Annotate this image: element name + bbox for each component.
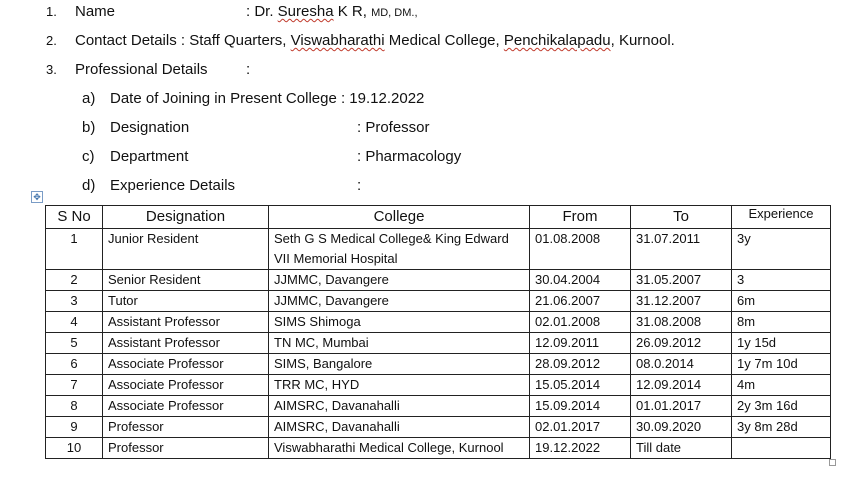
cell-experience: 3 [732, 270, 831, 291]
table-row [46, 354, 831, 375]
cell-college: AIMSRC, Davanahalli [269, 417, 530, 438]
header-from: From [530, 206, 631, 229]
cell-college-text: Seth G S Medical College& King Edward VII Memorial Hospital [274, 231, 509, 266]
cell-experience: 2y 3m 16d [732, 396, 831, 417]
table-row [46, 438, 831, 459]
cell-designation: Junior Resident [103, 229, 269, 270]
cell-college [269, 229, 530, 270]
table-row [46, 417, 831, 438]
cell-designation: Senior Resident [103, 270, 269, 291]
cell-from: 01.08.2008 [530, 229, 631, 270]
cell-designation: Professor [103, 438, 269, 459]
cell-college: JJMMC, Davangere [269, 291, 530, 312]
table-resize-handle[interactable] [829, 459, 836, 466]
cell-experience: 3y 8m 28d [732, 417, 831, 438]
table-row [46, 270, 831, 291]
cell-to: 31.12.2007 [631, 291, 732, 312]
table-move-handle-icon[interactable]: ✥ [31, 191, 43, 203]
contact-details: Contact Details : Staff Quarters, Viswabharathi Medical College, Penchikalapadu, Kurnool. [75, 32, 675, 49]
cell-to: 30.09.2020 [631, 417, 732, 438]
cell-designation: Assistant Professor [103, 333, 269, 354]
cell-from: 02.01.2008 [530, 312, 631, 333]
professional-details-colon: : [246, 61, 251, 78]
cell-experience: 1y 15d [732, 333, 831, 354]
cell-sno: 10 [46, 438, 103, 459]
table-header-row [46, 206, 831, 229]
cell-sno: 2 [46, 270, 103, 291]
cell-sno: 1 [46, 229, 103, 270]
item-number-3: 3. [46, 62, 57, 77]
cell-from: 15.05.2014 [530, 375, 631, 396]
name-value: : Dr. Suresha K R, MD, DM., [246, 3, 418, 20]
table-row [46, 229, 831, 270]
header-college: College [269, 206, 530, 229]
cell-to: 31.07.2011 [631, 229, 732, 270]
header-experience: Experience [732, 206, 831, 229]
cell-college: TN MC, Mumbai [269, 333, 530, 354]
experience-details-label: Experience Details [110, 177, 236, 194]
sub-item-letter-d: d) [82, 177, 96, 194]
cell-to: 26.09.2012 [631, 333, 732, 354]
cell-to: 31.05.2007 [631, 270, 732, 291]
cell-from: 21.06.2007 [530, 291, 631, 312]
header-designation: Designation [103, 206, 269, 229]
header-sno: S No [46, 206, 103, 229]
cell-sno: 8 [46, 396, 103, 417]
sub-item-letter-c: c) [82, 148, 95, 165]
department-value: : Pharmacology [357, 148, 462, 165]
cell-from: 15.09.2014 [530, 396, 631, 417]
cell-from: 12.09.2011 [530, 333, 631, 354]
cell-college: AIMSRC, Davanahalli [269, 396, 530, 417]
cell-college: SIMS Shimoga [269, 312, 530, 333]
cell-to: 08.0.2014 [631, 354, 732, 375]
cell-designation: Associate Professor [103, 396, 269, 417]
table-row [46, 375, 831, 396]
designation-value: : Professor [357, 119, 430, 136]
cell-experience: 1y 7m 10d [732, 354, 831, 375]
cell-to: 12.09.2014 [631, 375, 732, 396]
professional-details-label: Professional Details [75, 61, 208, 78]
cell-designation: Professor [103, 417, 269, 438]
date-of-joining: Date of Joining in Present College : 19.12.2022 [110, 90, 425, 107]
cell-sno: 4 [46, 312, 103, 333]
cell-from: 30.04.2004 [530, 270, 631, 291]
department-label: Department [110, 148, 189, 165]
experience-details-colon: : [357, 177, 362, 194]
cell-designation: Associate Professor [103, 354, 269, 375]
cell-sno: 7 [46, 375, 103, 396]
cell-to: 01.01.2017 [631, 396, 732, 417]
table-row [46, 312, 831, 333]
cell-sno: 5 [46, 333, 103, 354]
cell-experience: 8m [732, 312, 831, 333]
cell-college: Viswabharathi Medical College, Kurnool [269, 438, 530, 459]
cell-experience: 3y [732, 229, 831, 270]
cell-experience: 4m [732, 375, 831, 396]
item-number-2: 2. [46, 33, 57, 48]
cell-sno: 3 [46, 291, 103, 312]
cell-to: 31.08.2008 [631, 312, 732, 333]
cell-designation: Associate Professor [103, 375, 269, 396]
cell-designation: Assistant Professor [103, 312, 269, 333]
cell-experience [732, 438, 831, 459]
designation-label: Designation [110, 119, 190, 136]
name-label: Name [75, 3, 116, 20]
sub-item-letter-b: b) [82, 119, 96, 136]
sub-item-letter-a: a) [82, 90, 96, 107]
table-row [46, 396, 831, 417]
item-number-1: 1. [46, 4, 57, 19]
cell-sno: 9 [46, 417, 103, 438]
experience-table [45, 205, 831, 459]
header-to: To [631, 206, 732, 229]
cell-from: 28.09.2012 [530, 354, 631, 375]
table-row [46, 333, 831, 354]
cell-college: SIMS, Bangalore [269, 354, 530, 375]
cell-sno: 6 [46, 354, 103, 375]
cell-designation: Tutor [103, 291, 269, 312]
cell-from: 02.01.2017 [530, 417, 631, 438]
table-row [46, 291, 831, 312]
cell-from: 19.12.2022 [530, 438, 631, 459]
cell-college: JJMMC, Davangere [269, 270, 530, 291]
cell-to: Till date [631, 438, 732, 459]
cell-college: TRR MC, HYD [269, 375, 530, 396]
cell-experience: 6m [732, 291, 831, 312]
